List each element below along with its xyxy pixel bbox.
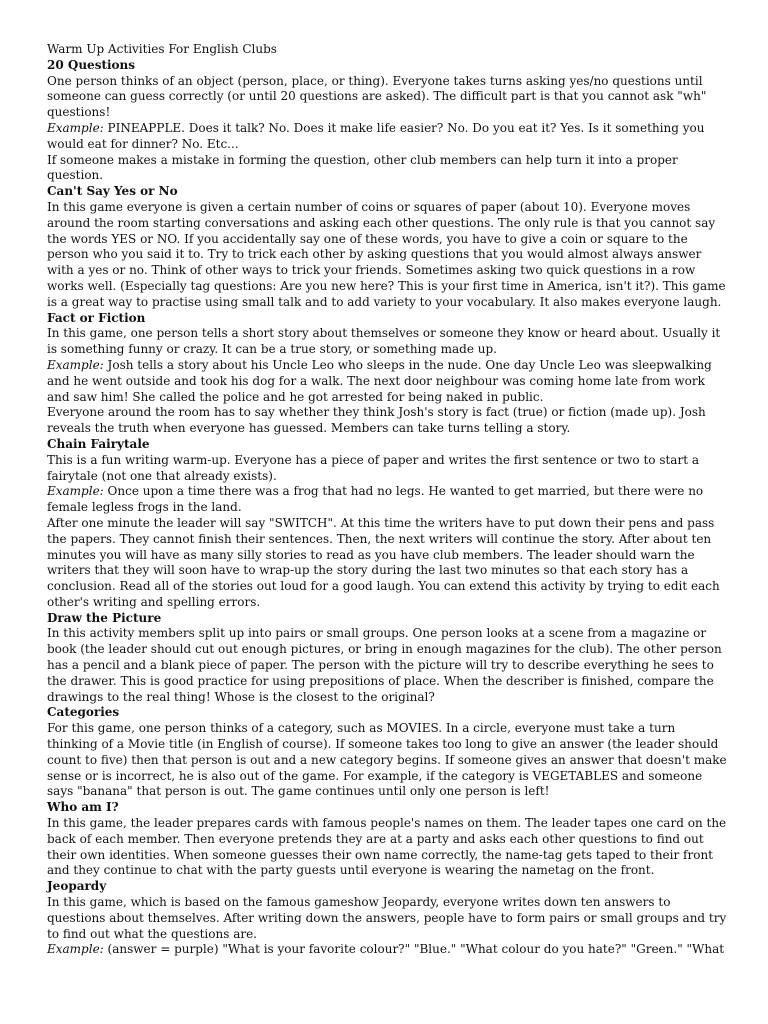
section-heading: Fact or Fiction	[47, 310, 146, 325]
paragraph-text: Everyone around the room has to say whether they think Josh's story is fact (true) or fiction (made up). Josh reveals the truth when everyone has guessed. Members can take turns telling a story.	[47, 405, 706, 436]
body-paragraph	[47, 453, 728, 485]
example-paragraph	[47, 121, 728, 153]
paragraph-text: If someone makes a mistake in forming the question, other club members can help turn it into a proper question.	[47, 152, 678, 183]
paragraph-text: In this game, one person tells a short story about themselves or someone they know or heard about. Usually it is something funny or crazy. It can be a true story, or something made up.	[47, 326, 721, 357]
paragraph-text: For this game, one person thinks of a category, such as MOVIES. In a circle, everyone must take a turn thinking of a Movie title (in English of course). If someone takes too long to give an answer (the leader should count to five) then that person is out and a new category begins. If someone gives an answer that doesn't make sense or is incorrect, he is also out of the game. For example, if the category is VEGETABLES and someone says "banana" that person is out. The game continues until only one person is left!	[47, 721, 727, 799]
section-heading: 20 Questions	[47, 57, 136, 72]
example-label: Example:	[47, 357, 104, 372]
document-title: Warm Up Activities For English Clubs	[47, 42, 277, 56]
section	[47, 611, 728, 706]
section	[47, 58, 728, 184]
paragraph-text: One person thinks of an object (person, place, or thing). Everyone takes turns asking yes/no questions until someone can guess correctly (or until 20 questions are asked). The difficult part is that you cannot ask "wh" questions!	[47, 73, 707, 120]
paragraph-text: After one minute the leader will say "SWITCH". At this time the writers have to put down their pens and pass the papers. They cannot finish their sentences. Then, the next writers will continue the story. After about ten minutes you will have as many silly stories to read as you have club members. The leader should warn the writers that they will soon have to wrap-up the story during the last two minutes so that each story has a conclusion. Read all of the stories out loud for a good laugh. You can extend this activity by trying to edit each other's writing and spelling errors.	[47, 515, 720, 609]
section	[47, 705, 728, 800]
section-heading: Draw the Picture	[47, 610, 162, 625]
paragraph-text: PINEAPPLE. Does it talk? No. Does it make life easier? No. Do you eat it? Yes. Is it something you would eat for dinner? No. Etc...	[47, 120, 705, 151]
body-paragraph	[47, 405, 728, 437]
section-heading: Jeopardy	[47, 879, 107, 894]
paragraph-text: In this game, which is based on the famous gameshow Jeopardy, everyone writes down ten answers to questions about themselves. After writing down the answers, people have to form pairs or small groups and try to find out what the questions are.	[47, 895, 727, 941]
paragraph-text: This is a fun writing warm-up. Everyone has a piece of paper and writes the first sentence or two to start a fairytale (not one that already exists).	[47, 452, 699, 483]
paragraph-text: Once upon a time there was a frog that had no legs. He wanted to get married, but there were no female legless frogs in the land.	[47, 484, 704, 515]
paragraph-text: Josh tells a story about his Uncle Leo who sleeps in the nude. One day Uncle Leo was sleepwalking and he went outside and took his dog for a walk. The next door neighbour was coming home late from work and saw him! She called the police and he got arrested for being naked in public.	[47, 357, 712, 404]
paragraph-text: (answer = purple) "What is your favorite colour?" "Blue." "What colour do you hate?" "Green." "What	[103, 942, 725, 957]
body-paragraph	[47, 626, 728, 705]
body-paragraph	[47, 200, 728, 311]
section	[47, 437, 728, 611]
section	[47, 184, 728, 310]
paragraph-text: In this activity members split up into pairs or small groups. One person looks at a scene from a magazine or book (the leader should cut out enough pictures, or bring in enough magazines for the club). The other person has a pencil and a blank piece of paper. The person with the picture will try to describe everything he sees to the drawer. This is good practice for using prepositions of place. When the describer is finished, compare the drawings to the real thing! Whose is the closest to the original?	[47, 626, 722, 704]
example-label: Example:	[47, 120, 104, 135]
body-paragraph	[47, 721, 728, 800]
example-paragraph	[47, 358, 728, 405]
paragraph-text: In this game, the leader prepares cards with famous people's names on them. The leader tapes one card on the back of each member. Then everyone pretends they are at a party and asks each other questions to find out their own identities. When someone guesses their own name correctly, the name-tag gets taped to their front and they continue to chat with the party guests until everyone is wearing the nametag on the front.	[47, 816, 727, 878]
section	[47, 800, 728, 879]
body-paragraph	[47, 816, 728, 879]
example-paragraph	[47, 484, 728, 516]
section-heading: Can't Say Yes or No	[47, 184, 178, 199]
body-paragraph	[47, 153, 728, 185]
section-heading: Who am I?	[47, 800, 119, 815]
paragraph-text: In this game everyone is given a certain number of coins or squares of paper (about 10). Everyone moves around the room starting conversations and asking each other questions. The only rule is that you cannot say the words YES or NO. If you accidentally say one of these words, you have to give a coin or square to the person who you said it to. Try to trick each other by asking questions that you would almost always answer with a yes or no. Think of other ways to trick your friends. Sometimes asking two quick questions in a row works well. (Especially tag questions: Are you new here? This is your first time in America, isn't it?). This game is a great way to practise using small talk and to add variety to your vocabulary. It also makes everyone laugh.	[47, 199, 726, 309]
body-paragraph	[47, 895, 728, 942]
body-paragraph	[47, 326, 728, 358]
example-label: Example:	[47, 942, 104, 957]
example-label: Example:	[47, 484, 104, 499]
section	[47, 311, 728, 437]
body-paragraph	[47, 74, 728, 121]
section-heading: Categories	[47, 705, 120, 720]
example-paragraph	[47, 942, 728, 958]
document-sections	[47, 58, 728, 958]
section-heading: Chain Fairytale	[47, 436, 150, 451]
section	[47, 879, 728, 958]
body-paragraph	[47, 516, 728, 611]
